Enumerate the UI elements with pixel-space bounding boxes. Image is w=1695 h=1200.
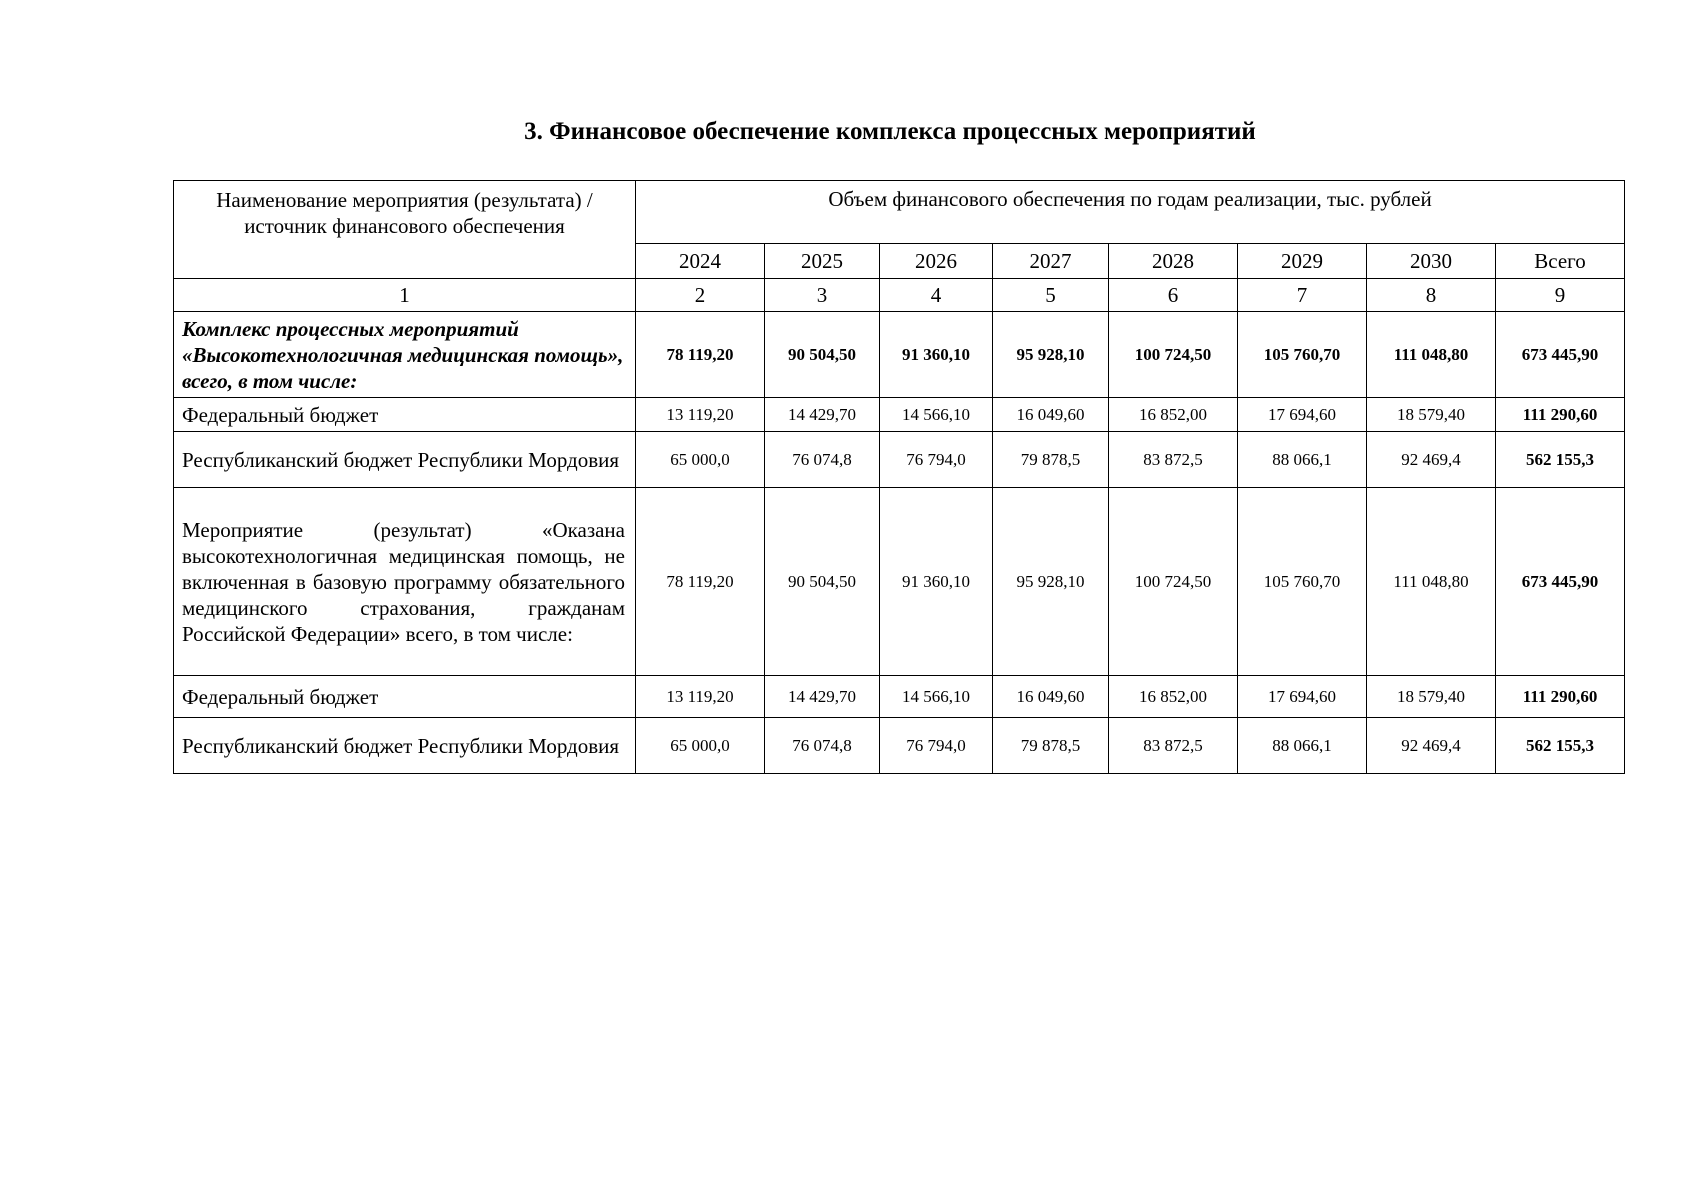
cell-value: 91 360,10 [880, 312, 993, 398]
cell-value: 105 760,70 [1238, 312, 1367, 398]
cell-value: 100 724,50 [1109, 488, 1238, 676]
column-number: 2 [636, 279, 765, 312]
row-name: Комплекс процессных мероприятий «Высокотехнологичная медицинская помощь», всего, в том числе: [174, 312, 636, 398]
table-row [174, 398, 1625, 432]
financing-table [173, 180, 1625, 774]
cell-value: 17 694,60 [1238, 398, 1367, 432]
cell-value: 83 872,5 [1109, 718, 1238, 774]
cell-value: 76 074,8 [765, 432, 880, 488]
volume-column-header: Объем финансового обеспечения по годам реализации, тыс. рублей [636, 181, 1625, 244]
row-name: Республиканский бюджет Республики Мордовия [174, 432, 636, 488]
cell-value: 78 119,20 [636, 312, 765, 398]
name-column-header: Наименование мероприятия (результата) / источник финансового обеспечения [174, 181, 636, 279]
year-header: 2029 [1238, 244, 1367, 279]
cell-value: 88 066,1 [1238, 432, 1367, 488]
cell-value: 562 155,3 [1496, 718, 1625, 774]
table-row [174, 432, 1625, 488]
column-number: 8 [1367, 279, 1496, 312]
cell-value: 88 066,1 [1238, 718, 1367, 774]
cell-value: 90 504,50 [765, 488, 880, 676]
cell-value: 16 049,60 [993, 398, 1109, 432]
year-header: 2024 [636, 244, 765, 279]
cell-value: 562 155,3 [1496, 432, 1625, 488]
cell-value: 16 049,60 [993, 676, 1109, 718]
cell-value: 100 724,50 [1109, 312, 1238, 398]
column-number: 3 [765, 279, 880, 312]
cell-value: 105 760,70 [1238, 488, 1367, 676]
cell-value: 14 429,70 [765, 676, 880, 718]
table-row [174, 718, 1625, 774]
cell-value: 79 878,5 [993, 718, 1109, 774]
cell-value: 111 290,60 [1496, 676, 1625, 718]
cell-value: 76 074,8 [765, 718, 880, 774]
column-numbers-row [174, 279, 1625, 312]
year-header: 2027 [993, 244, 1109, 279]
row-name: Республиканский бюджет Республики Мордовия [174, 718, 636, 774]
year-header: 2028 [1109, 244, 1238, 279]
cell-value: 79 878,5 [993, 432, 1109, 488]
cell-value: 111 048,80 [1367, 312, 1496, 398]
row-name: Федеральный бюджет [174, 676, 636, 718]
cell-value: 18 579,40 [1367, 676, 1496, 718]
column-number: 1 [174, 279, 636, 312]
row-name: Федеральный бюджет [174, 398, 636, 432]
cell-value: 14 566,10 [880, 676, 993, 718]
year-header: 2026 [880, 244, 993, 279]
cell-value: 13 119,20 [636, 676, 765, 718]
cell-value: 65 000,0 [636, 718, 765, 774]
cell-value: 16 852,00 [1109, 676, 1238, 718]
cell-value: 14 566,10 [880, 398, 993, 432]
cell-value: 78 119,20 [636, 488, 765, 676]
cell-value: 95 928,10 [993, 488, 1109, 676]
column-number: 7 [1238, 279, 1367, 312]
cell-value: 111 290,60 [1496, 398, 1625, 432]
cell-value: 14 429,70 [765, 398, 880, 432]
cell-value: 91 360,10 [880, 488, 993, 676]
table-row [174, 488, 1625, 676]
cell-value: 13 119,20 [636, 398, 765, 432]
row-name: Мероприятие (результат) «Оказана высокотехнологичная медицинская помощь, не включенная в базовую программу обязательного медицинского страхования, гражданам Российской Федерации» всего, в том числе: [174, 488, 636, 676]
year-header: 2025 [765, 244, 880, 279]
cell-value: 92 469,4 [1367, 432, 1496, 488]
cell-value: 90 504,50 [765, 312, 880, 398]
cell-value: 76 794,0 [880, 432, 993, 488]
cell-value: 92 469,4 [1367, 718, 1496, 774]
column-number: 9 [1496, 279, 1625, 312]
table-row [174, 676, 1625, 718]
cell-value: 76 794,0 [880, 718, 993, 774]
cell-value: 673 445,90 [1496, 312, 1625, 398]
column-number: 5 [993, 279, 1109, 312]
cell-value: 83 872,5 [1109, 432, 1238, 488]
cell-value: 18 579,40 [1367, 398, 1496, 432]
header-row [174, 181, 1625, 244]
total-header: Всего [1496, 244, 1625, 279]
cell-value: 65 000,0 [636, 432, 765, 488]
column-number: 6 [1109, 279, 1238, 312]
cell-value: 16 852,00 [1109, 398, 1238, 432]
cell-value: 95 928,10 [993, 312, 1109, 398]
cell-value: 111 048,80 [1367, 488, 1496, 676]
year-header: 2030 [1367, 244, 1496, 279]
page-title: 3. Финансовое обеспечение комплекса процессных мероприятий [524, 118, 1256, 145]
cell-value: 17 694,60 [1238, 676, 1367, 718]
table-row [174, 312, 1625, 398]
column-number: 4 [880, 279, 993, 312]
cell-value: 673 445,90 [1496, 488, 1625, 676]
